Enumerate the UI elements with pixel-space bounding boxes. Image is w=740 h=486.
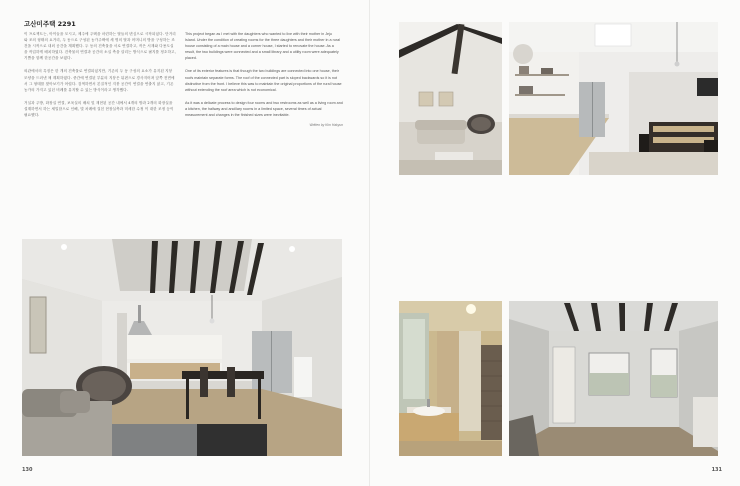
living-kitchen-photo bbox=[22, 239, 342, 456]
article-title: 고산미주택 2291 bbox=[24, 20, 76, 28]
bedroom-photo bbox=[399, 22, 502, 175]
room-photo bbox=[509, 301, 718, 456]
page-number-right: 131 bbox=[711, 467, 722, 473]
right-page bbox=[370, 0, 740, 486]
korean-text-column bbox=[24, 31, 176, 125]
korean-paragraph: 외관에서의 특징은 한 개의 건축물로 연결되었지만, 기존의 두 동 구성의 요소가 유지된 지붕 모양을 드러낸 채 계획하였다. 중간에 연결된 부분의 지붕은 뒤편으로 경사지어져 앞쪽 전면에서 그 형태를 찾아보기가 어렵다. 검색하면서 본질적인 지붕 공간이 연결을 연출지 않고, 기존 농가의 가지고 있던 비례를 유지할 수 있는 방식이라고 생각했다. bbox=[24, 69, 175, 92]
page-number-left: 130 bbox=[22, 467, 33, 473]
english-paragraph: As it was a delicate process to design four rooms and two restrooms as well as a living room and a kitchen, the hallway and ancillary rooms in a limited space, several times of actual measurement and changes in the finished sizes were inevitable. bbox=[185, 100, 343, 118]
english-paragraph: This project began as I met with the daughters who wanted to live with their mother in Jeju Island. Under the condition of creating rooms for the three daughters and their mother in a rural house consisting of a main house and a corner house, I started to renovate the house. As a result, the two buildings were connected and a small library and a utility room were adequately placed. bbox=[185, 32, 340, 61]
bathroom-photo bbox=[399, 301, 502, 456]
kitchen-photo bbox=[509, 22, 718, 175]
author-credit: Written by Kim Hakyun bbox=[309, 123, 343, 128]
korean-paragraph: 거실과 주방, 화장실 연결, 보육실의 배치 및 재현된 공간 내에서 4개의 방과 2개의 화장실을 설계하면서 하는 세밀함으로 인해, 몇 차례에 걸친 현장실측과 미세한 수정 이 대한 조정 등이 필요했다. bbox=[24, 100, 174, 118]
english-paragraph: One of its exterior features is that though the two buildings are connected into one house, their roofs maintain separate forms. The roof of the connected part is sloped backwards so it is not distinctive from the front. I believe this was to maintain the original proportions of the rural house without extending the roof area which is not economical. bbox=[185, 69, 342, 92]
korean-paragraph: 이 프로젝트는, 아이들을 모시고, 제주에 주택을 마련하는 딸들의 변심으로 시작되었다. 단거리와 조의 형태의 요거리, 두 동으로 구성된 농가주택에 세 명의 딸과 어머니의 방을 구성하는 조건을 시작으로 내외 공간을 계획했다. 두 동의 건축물을 서로 연결하고, 작은 서재와 다용도실을 작업하게 배치하였다. 건축물의 연결과 공간의 소실 측을 살리는 방식으로 필지를 정초하고, 기쁨을 함께 한공간을 보였다. bbox=[24, 32, 176, 61]
english-text-column bbox=[185, 31, 343, 127]
